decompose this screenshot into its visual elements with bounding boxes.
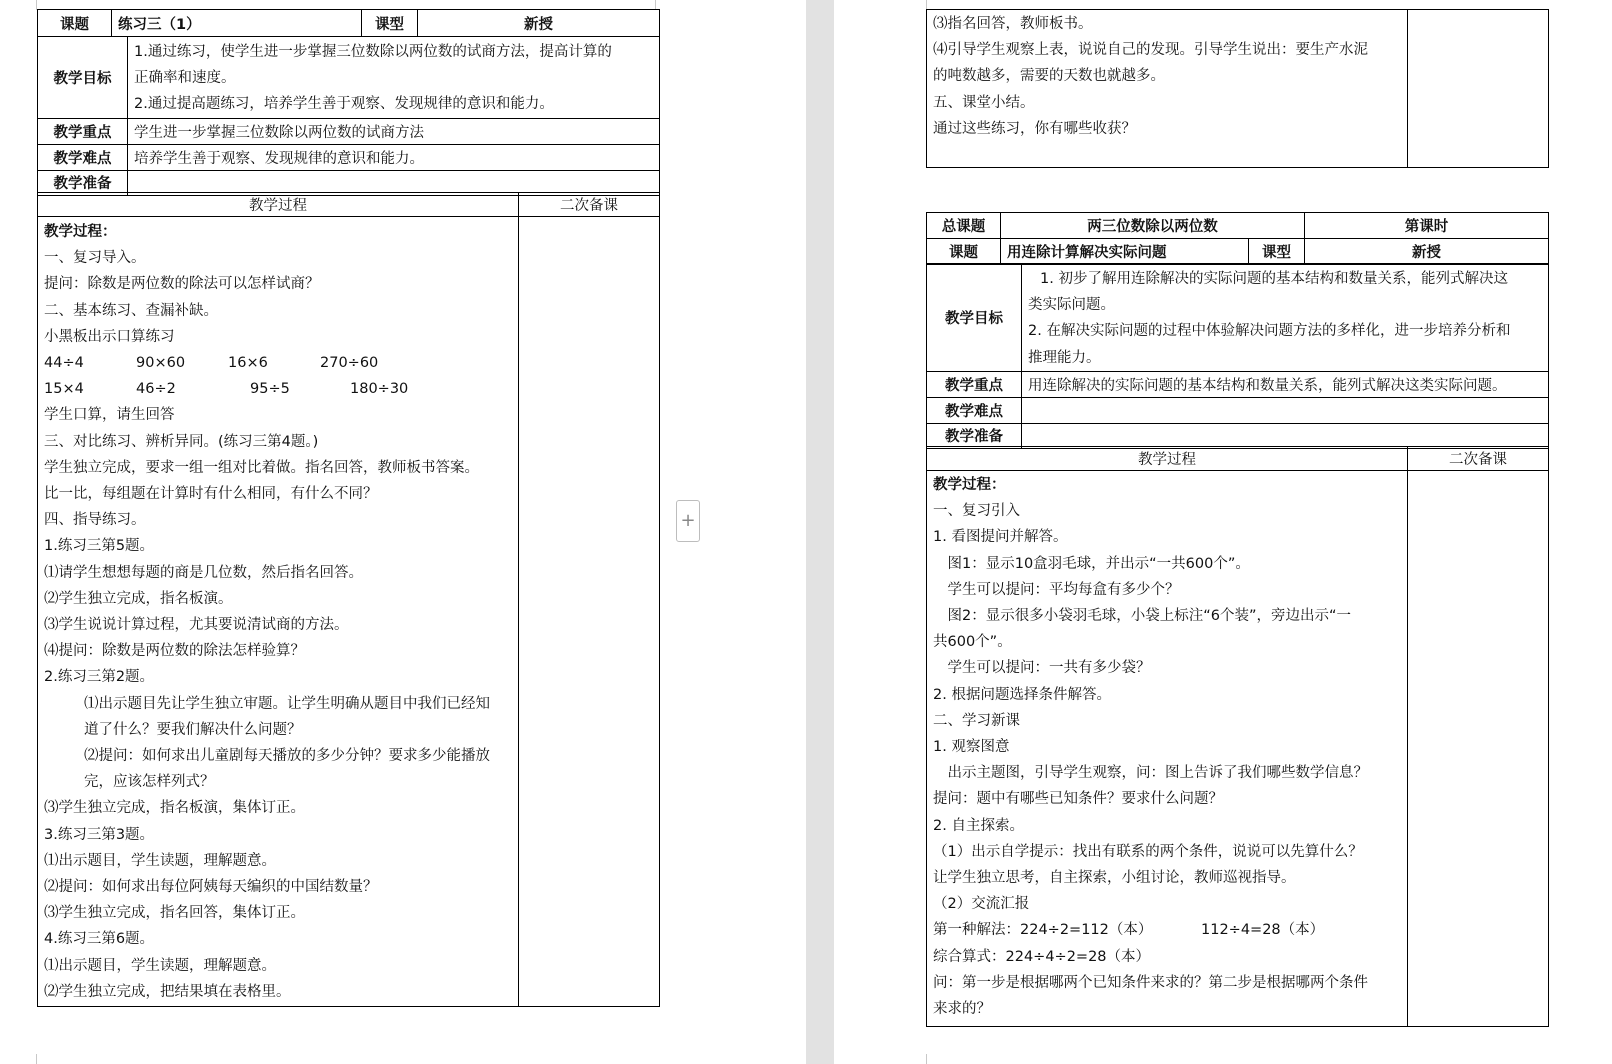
goal-line: 1.通过练习，使学生进一步掌握三位数除以两位数的试商方法，提高计算的 [134,44,612,60]
label-key: 教学重点 [927,371,1022,397]
process-line: 2. 自主探索。 [933,817,1024,834]
process-line: ⑵提问：如何求出儿童剧每天播放的多少分钟？要求多少能播放 [84,748,490,765]
process-line: 的吨数越多，需要的天数也就越多。 [933,68,1165,85]
process-line: ⑵学生独立完成，把结果填在表格里。 [44,983,291,1000]
process-line: 二、基本练习、查漏补缺。 [44,302,218,319]
process-line: 完，应该怎样列式？ [84,774,215,791]
process-line: 通过这些练习，你有哪些收获？ [933,120,1136,137]
label-goals: 教学目标 [927,264,1022,372]
process-line: 问：第一步是根据哪两个已知条件来求的？第二步是根据哪两个条件 [933,974,1368,991]
process-line: 小黑板出示口算练习 [44,328,175,345]
mental-math-row [44,350,512,376]
process-line: 1. 看图提问并解答。 [933,529,1068,546]
process-line: 学生可以提问：平均每盒有多少个？ [933,581,1180,598]
process-content [38,217,519,1007]
calc-item: 270÷60 [320,355,379,372]
label-type: 课型 [1249,239,1305,265]
process-line: 图2：显示很多小袋羽毛球，小袋上标注“6个装”，旁边出示“一 [933,608,1351,625]
calc-item: 16×6 [228,355,268,372]
process-line: 来求的？ [933,1001,991,1018]
process-line: 2. 根据问题选择条件解答。 [933,686,1111,703]
label-preparation: 教学准备 [927,423,1022,448]
plus-icon: + [680,510,696,531]
process-line: ⑵学生独立完成，指名板演。 [44,590,233,607]
goals-cell [1022,264,1549,372]
label-total-topic: 总课题 [927,213,1001,239]
process-line: （1）出示自学提示：找出有联系的两个条件，说说可以先算什么？ [933,843,1363,860]
label-topic: 课题 [38,10,112,37]
process-line: 1.练习三第5题。 [44,538,155,555]
mental-math-row [44,376,512,402]
calc-item: 90×60 [136,355,186,372]
process-line: 教学过程： [44,224,117,240]
process-line: ⑴出示题目，学生读题，理解题意。 [44,852,276,869]
key-value: 用连除解决的实际问题的基本结构和数量关系，能列式解决这类实际问题。 [1022,371,1549,397]
crop-mark [14,0,37,10]
second-prep-cell [1408,471,1549,1027]
page-gutter [806,0,834,1064]
process-line: 学生口算，请生回答 [44,407,175,424]
goals-cell [128,37,660,119]
process-line: ⑶学生说说计算过程，尤其要说清试商的方法。 [44,617,349,634]
process-line: 出示主题图，引导学生观察，问：图上告诉了我们哪些数学信息？ [933,765,1368,782]
process-line: 2.练习三第2题。 [44,669,155,686]
document-page-right [834,0,1612,1064]
goal-line: 2.通过提高题练习，培养学生善于观察、发现规律的意识和能力。 [134,96,554,113]
process-line: 五、课堂小结。 [933,94,1035,111]
process-line: 1. 观察图意 [933,739,1010,756]
process-line: ⑴出示题目先让学生独立审题。让学生明确从题目中我们已经知 [84,695,490,712]
calc-item: 15×4 [44,381,84,398]
process-line: ⑴请学生想想每题的商是几位数，然后指名回答。 [44,564,363,581]
calc-item: 46÷2 [136,381,176,398]
solution-step: 第一种解法：224÷2=112（本） [933,922,1153,939]
label-difficulty: 教学难点 [38,144,128,170]
crop-mark [14,1054,37,1064]
process-line: ⑷引导学生观察上表，说说自己的发现。引导学生说出：要生产水泥 [933,42,1368,59]
calc-item: 44÷4 [44,355,84,372]
second-prep-header: 二次备课 [519,193,660,217]
goal-line: 正确率和速度。 [134,70,236,87]
goal-line: 类实际问题。 [1028,297,1115,314]
label-type: 课型 [362,10,418,37]
process-line: 提问：除数是两位数的除法可以怎样试商？ [44,276,320,293]
lesson2-header-table [926,212,1549,265]
continuation-content [927,10,1408,168]
process-line: ⑶学生独立完成，指名板演，集体订正。 [44,800,305,817]
crop-mark [904,0,927,10]
process-line: 3.练习三第3题。 [44,826,155,843]
solution-row [933,917,1401,943]
type-value: 新授 [418,10,660,37]
topic-value: 用连除计算解决实际问题 [1001,239,1249,265]
second-prep-cell [1408,10,1549,168]
goal-line: 推理能力。 [1028,349,1101,366]
process-header: 教学过程 [927,447,1408,471]
process-line: 比一比，每组题在计算时有什么相同，有什么不同？ [44,486,378,503]
label-difficulty: 教学难点 [927,397,1022,423]
key-value: 学生进一步掌握三位数除以两位数的试商方法 [128,118,660,144]
difficulty-value [1022,397,1549,423]
process-line: 一、复习导入。 [44,250,146,267]
difficulty-value: 培养学生善于观察、发现规律的意识和能力。 [128,144,660,170]
period-value: 第课时 [1305,213,1549,239]
label-topic: 课题 [927,239,1001,265]
topic-value: 练习三（1） [112,10,362,37]
process-line: 综合算式：224÷4÷2=28（本） [933,948,1151,965]
process-line: ⑴出示题目，学生读题，理解题意。 [44,957,276,974]
label-key: 教学重点 [38,118,128,144]
add-page-button[interactable] [676,500,700,542]
label-goals: 教学目标 [38,37,128,119]
lesson2-process-table [926,446,1549,1027]
process-line: 学生可以提问：一共有多少袋？ [933,660,1151,677]
process-line: （2）交流汇报 [933,896,1030,913]
process-line: 学生独立完成，要求一组一组对比着做。指名回答，教师板书答案。 [44,459,479,476]
total-topic-value: 两三位数除以两位数 [1001,213,1305,239]
process-line: 三、对比练习、辨析异同。(练习三第4题。) [44,433,319,450]
calc-item: 95÷5 [250,381,290,398]
process-line: 四、指导练习。 [44,512,146,529]
process-line: 4.练习三第6题。 [44,931,155,948]
lesson-header-table [37,9,660,196]
process-line: ⑷提问：除数是两位数的除法怎样验算？ [44,643,305,660]
process-line: ⑶学生独立完成，指名回答，集体订正。 [44,905,305,922]
second-prep-header: 二次备课 [1408,447,1549,471]
process-line: 道了什么？要我们解决什么问题？ [84,721,302,738]
process-line: 一、复习引入 [933,503,1020,520]
preparation-value [1022,423,1549,448]
continuation-table [926,9,1549,168]
process-line: 图1：显示10盒羽毛球，并出示“一共600个”。 [933,555,1250,572]
process-line: ⑵提问：如何求出每位阿姨每天编织的中国结数量？ [44,879,378,896]
goal-line: 1. 初步了解用连除解决的实际问题的基本结构和数量关系，能列式解决这 [1040,271,1508,287]
process-content [927,471,1408,1027]
goal-line: 2. 在解决实际问题的过程中体验解决问题方法的多样化，进一步培养分析和 [1028,323,1511,340]
calc-item: 180÷30 [350,381,409,398]
label-preparation: 教学准备 [38,170,128,195]
process-line: 二、学习新课 [933,712,1020,729]
process-line: 教学过程： [933,477,1006,493]
lesson2-goals-table [926,263,1549,449]
solution-step: 112÷4=28（本） [1201,922,1325,939]
process-line: 提问：题中有哪些已知条件？要求什么问题？ [933,791,1223,808]
process-line: 让学生独立思考，自主探索，小组讨论，教师巡视指导。 [933,870,1296,887]
process-header: 教学过程 [38,193,519,217]
type-value: 新授 [1305,239,1549,265]
process-line: ⑶指名回答，教师板书。 [933,16,1093,32]
process-line: 共600个”。 [933,634,1012,651]
process-table [37,192,660,1007]
crop-mark [904,1054,927,1064]
second-prep-cell [519,217,660,1007]
